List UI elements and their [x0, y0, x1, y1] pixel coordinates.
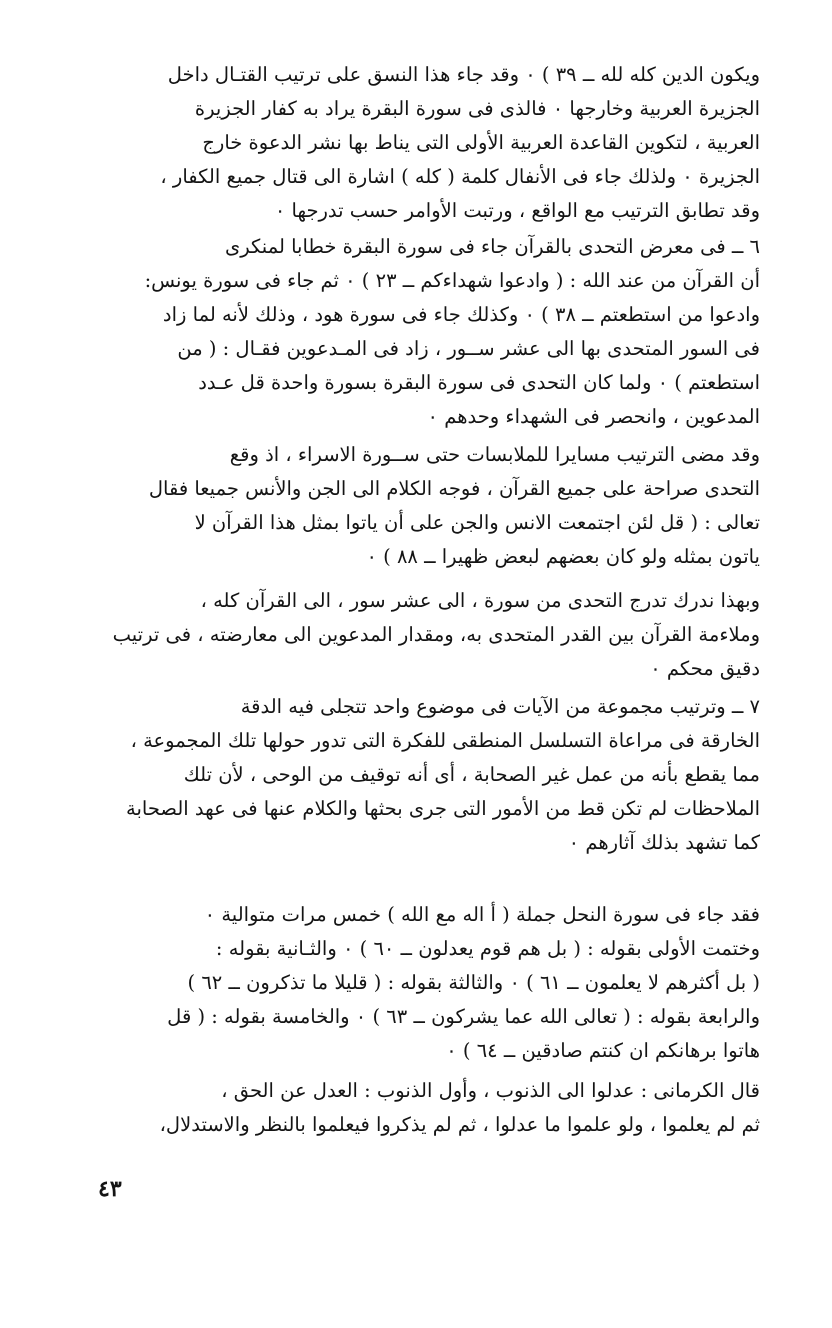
text-line: وقد مضى الترتيب مسايرا للملابسات حتى ســورة الاسراء ، اذ وقع: [229, 443, 760, 466]
text-line: فقد جاء فى سورة النحل جملة ( أ اله مع الله ) خمس مرات متوالية ٠: [204, 903, 760, 926]
text-line: هاتوا برهانكم ان كنتم صادقين ــ ٦٤ ) ٠: [446, 1039, 760, 1062]
text-line: الملاحظات لم تكن قط من الأمور التى جرى بحثها والكلام عنها فى عهد الصحابة: [126, 797, 760, 820]
text-line: الجزيرة العربية وخارجها ٠ فالذى فى سورة البقرة يراد به كفار الجزيرة: [194, 97, 760, 120]
page-number: ٤٣: [98, 1176, 122, 1202]
text-line: ٧ ــ وترتيب مجموعة من الآيات فى موضوع واحد تتجلى فيه الدقة: [240, 695, 760, 718]
paragraph-2: [70, 230, 760, 434]
text-line: كما تشهد بذلك آثارهم ٠: [568, 831, 760, 854]
text-line: قال الكرمانى : عدلوا الى الذنوب ، وأول الذنوب : العدل عن الحق ،: [221, 1079, 760, 1102]
text-line: المدعوين ، وانحصر فى الشهداء وحدهم ٠: [427, 405, 760, 428]
text-line: استطعتم ) ٠ ولما كان التحدى فى سورة البقرة بسورة واحدة قل عـدد: [198, 371, 760, 394]
text-line: فى السور المتحدى بها الى عشر ســور ، زاد فى المـدعوين فقـال : ( من: [177, 337, 760, 360]
text-line: تعالى : ( قل لئن اجتمعت الانس والجن على أن ياتوا بمثل هذا القرآن لا: [194, 511, 760, 534]
paragraph-5: [70, 690, 760, 860]
text-line: ياتون بمثله ولو كان بعضهم لبعض ظهيرا ــ ٨٨ ) ٠: [366, 545, 760, 568]
text-line: وقد تطابق الترتيب مع الواقع ، ورتبت الأوامر حسب تدرجها ٠: [274, 199, 760, 222]
paragraph-6: [70, 898, 760, 1068]
text-line: دقيق محكم ٠: [650, 657, 760, 680]
paragraph-7: [70, 1074, 760, 1142]
text-line: وملاءمة القرآن بين القدر المتحدى به، ومقدار المدعوين الى معارضته ، فى ترتيب: [112, 623, 760, 646]
text-line: الجزيرة ٠ ولذلك جاء فى الأنفال كلمة ( كله ) اشارة الى قتال جميع الكفار ،: [160, 165, 760, 188]
text-line: ٦ ــ فى معرض التحدى بالقرآن جاء فى سورة البقرة خطابا لمنكرى: [225, 235, 760, 258]
text-line: وبهذا ندرك تدرج التحدى من سورة ، الى عشر سور ، الى القرآن كله ،: [200, 589, 760, 612]
paragraph-1: [70, 58, 760, 228]
paragraph-3: [70, 438, 760, 574]
text-line: العربية ، لتكوين القاعدة العربية الأولى التى يناط بها نشر الدعوة خارج: [202, 131, 760, 154]
text-line: والرابعة بقوله : ( تعالى الله عما يشركون ــ ٦٣ ) ٠ والخامسة بقوله : ( قل: [167, 1005, 760, 1028]
text-line: مما يقطع بأنه من عمل غير الصحابة ، أى أنه توقيف من الوحى ، لأن تلك: [183, 763, 760, 786]
text-line: وادعوا من استطعتم ــ ٣٨ ) ٠ وكذلك جاء فى سورة هود ، وذلك لأنه لما زاد: [162, 303, 760, 326]
text-line: وختمت الأولى بقوله : ( بل هم قوم يعدلون ــ ٦٠ ) ٠ والثـانية بقوله :: [215, 937, 760, 960]
text-line: أن القرآن من عند الله : ( وادعوا شهداءكم ــ ٢٣ ) ٠ ثم جاء فى سورة يونس:: [144, 269, 760, 292]
text-line: الخارقة فى مراعاة التسلسل المنطقى للفكرة التى تدور حولها تلك المجموعة ،: [130, 729, 760, 752]
paragraph-4: [70, 584, 760, 686]
text-line: ويكون الدين كله لله ــ ٣٩ ) ٠ وقد جاء هذا النسق على ترتيب القتـال داخل: [167, 63, 760, 86]
text-line: ( بل أكثرهم لا يعلمون ــ ٦١ ) ٠ والثالثة بقوله : ( قليلا ما تذكرون ــ ٦٢ ): [187, 971, 760, 994]
text-line: ثم لم يعلموا ، ولو علموا ما عدلوا ، ثم لم يذكروا فيعلموا بالنظر والاستدلال،: [159, 1113, 760, 1136]
text-line: التحدى صراحة على جميع القرآن ، فوجه الكلام الى الجن والأنس جميعا فقال: [148, 477, 760, 500]
